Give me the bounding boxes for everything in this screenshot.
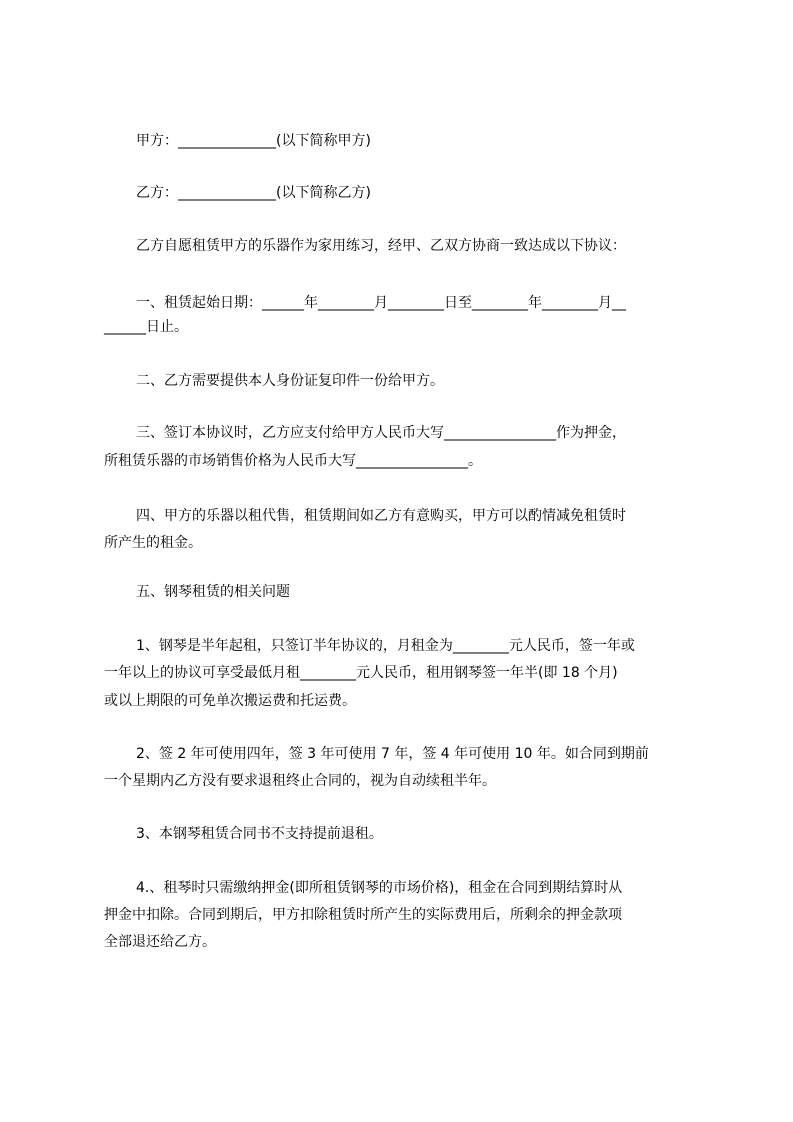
item-1-line-3: 或以上期限的可免单次搬运费和托运费。 [104,693,356,709]
clause-4-line-2: 所产生的租金。 [104,535,202,551]
item-4-line-3: 全部退还给乙方。 [104,934,216,950]
item-2-line-2: 一个星期内乙方没有要求退租终止合同的，视为自动续租半年。 [104,773,496,789]
clause-5-title: 五、钢琴租赁的相关问题 [136,584,290,600]
item-4-line-2: 押金中扣除。合同到期后，甲方扣除租赁时所产生的实际费用后，所剩余的押金款项 [104,907,622,923]
item-2-line-1: 2、签 2 年可使用四年，签 3 年可使用 7 年，签 4 年可使用 10 年。如合同到期前 [136,746,649,762]
clause-2: 二、乙方需要提供本人身份证复印件一份给甲方。 [136,373,444,389]
intro-paragraph: 乙方自愿租赁甲方的乐器作为家用练习，经甲、乙双方协商一致达成以下协议： [136,238,626,254]
clause-4-line-1: 四、甲方的乐器以租代售，租赁期间如乙方有意购买，甲方可以酌情减免租赁时 [136,508,626,524]
item-3: 3、本钢琴租赁合同书不支持提前退租。 [136,826,383,842]
item-1-line-1: 1、钢琴是半年起租，只签订半年协议的，月租金为________元人民币，签一年或 [136,638,635,654]
clause-1-line-2: ______日止。 [104,319,188,335]
clause-1-line-1: 一、租赁起始日期：______年________月________日至________年________月__ [136,295,626,311]
item-4-line-1: 4.、租琴时只需缴纳押金(即所租赁钢琴的市场价格)，租金在合同到期结算时从 [136,880,623,896]
clause-3-line-1: 三、签订本协议时，乙方应支付给甲方人民币大写________________作为押金， [136,425,626,441]
item-1-line-2: 一年以上的协议可享受最低月租________元人民币，租用钢琴签一年半(即 18 个月) [104,665,618,681]
party-a-line: 甲方：______________(以下简称甲方) [136,133,371,149]
party-b-line: 乙方：______________(以下简称乙方) [136,185,371,201]
clause-3-line-2: 所租赁乐器的市场销售价格为人民币大写________________。 [104,453,482,469]
